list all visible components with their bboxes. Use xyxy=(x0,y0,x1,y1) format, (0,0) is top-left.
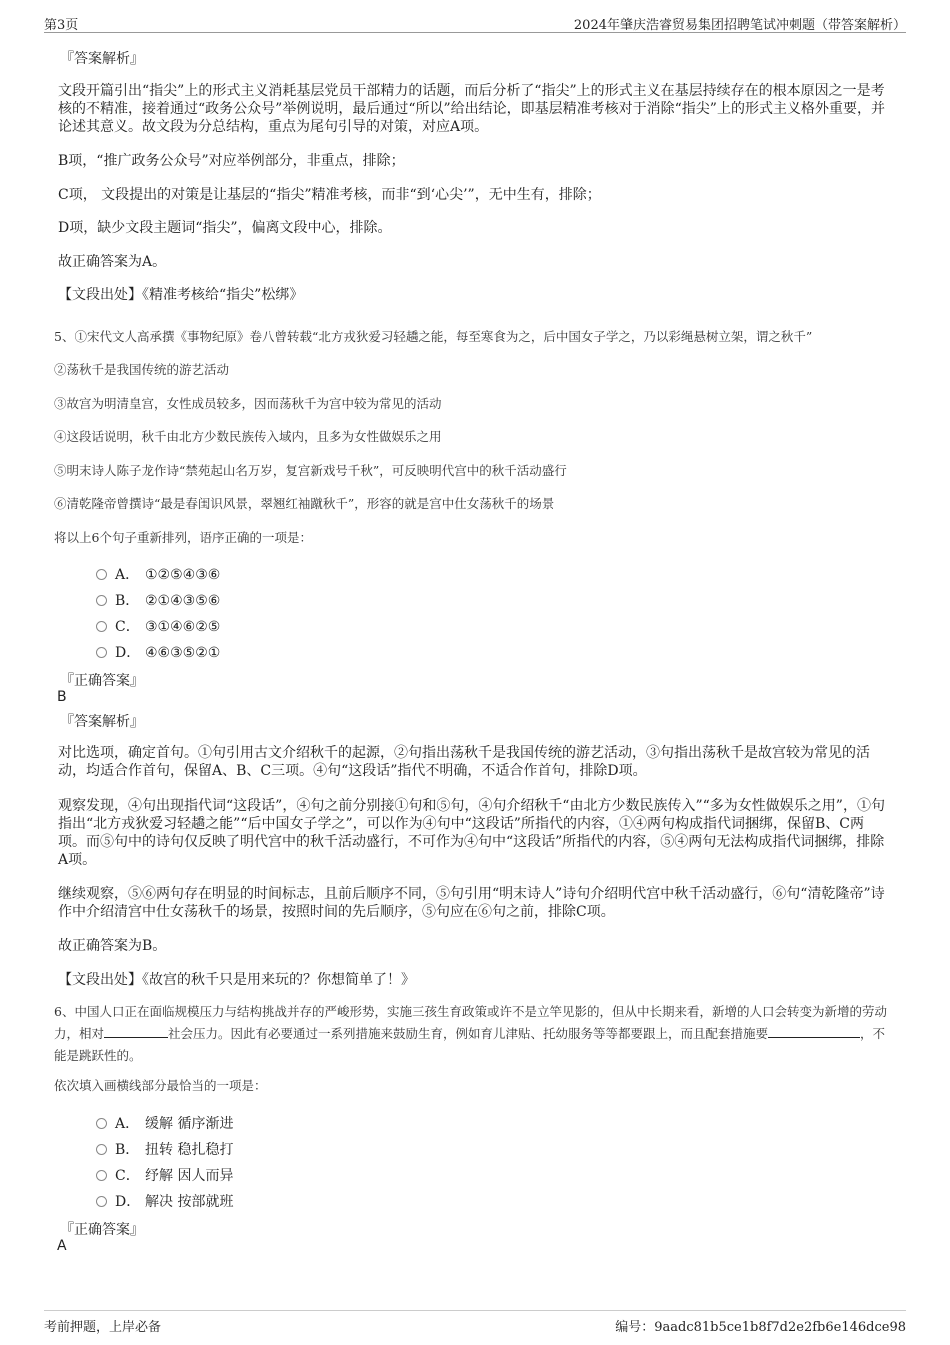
footer-slogan: 考前押题，上岸必备 xyxy=(44,1320,162,1335)
radio-icon[interactable] xyxy=(96,595,107,606)
radio-icon[interactable] xyxy=(96,1170,107,1181)
fill-blank-2 xyxy=(768,1025,860,1038)
q5-source: 【文段出处】《故宫的秋千只是用来玩的？你想简单了！》 xyxy=(58,972,415,988)
radio-icon[interactable] xyxy=(96,647,107,658)
q6-prompt: 依次填入画横线部分最恰当的一项是： xyxy=(54,1078,267,1093)
option-letter: A． xyxy=(115,1116,140,1132)
q6-option-c[interactable] xyxy=(96,1165,233,1185)
q4-analysis-label: 『答案解析』 xyxy=(60,51,144,67)
option-text: 纾解 因人而异 xyxy=(145,1168,234,1184)
radio-icon[interactable] xyxy=(96,1144,107,1155)
radio-icon[interactable] xyxy=(96,621,107,632)
q5-analysis-label: 『答案解析』 xyxy=(60,714,144,730)
q6-option-d[interactable] xyxy=(96,1191,233,1211)
document-id: 编号：9aadc81b5ce1b8f7d2e2fb6e146dce98 xyxy=(615,1320,906,1335)
q5-prompt: 将以上6个句子重新排列，语序正确的一项是： xyxy=(54,530,312,545)
q6-stem-part-2: 社会压力。因此有必要通过一系列措施来鼓励生育，例如育儿津贴、托幼服务等等都要跟上，而且配套措施要 xyxy=(168,1026,769,1041)
q5-sentence-6: ⑥清乾隆帝曾撰诗“最是春闺识风景，翠翘红袖蹴秋千”，形容的就是宫中仕女荡秋千的场景 xyxy=(54,496,555,511)
option-text: 缓解 循序渐进 xyxy=(145,1116,234,1132)
page-header xyxy=(44,12,906,33)
q5-analysis-p2: 观察发现，④句出现指代词“这段话”，④句之前分别接①句和⑤句，④句介绍秋千“由北方少数民族传入”“多为女性做娱乐之用”，①句指出“北方戎狄爱习轻趫之能”“后中国女子学之”，可以作为④句中“这段话”所指代的内容，①④两句构成指代词捆绑，保留B、C两项。而⑤句中的诗句仅反映了明代宫中的秋千活动盛行，不可作为④句中“这段话”所指代的内容，⑤④两句无法构成指代词捆绑，排除A项。 xyxy=(58,798,885,868)
q6-option-a[interactable] xyxy=(96,1113,233,1133)
q6-stem-part-3: ，不能是跳跃性的。 xyxy=(54,1026,886,1063)
option-letter: C． xyxy=(115,1168,140,1184)
option-letter: B． xyxy=(115,593,140,609)
option-text: 解决 按部就班 xyxy=(145,1194,234,1210)
page-footer xyxy=(44,1310,906,1333)
q5-analysis-p4: 故正确答案为B。 xyxy=(58,938,167,954)
option-text: ④⑥③⑤②① xyxy=(145,645,221,661)
q4-analysis-p4: D项，缺少文段主题词“指尖”，偏离文段中心，排除。 xyxy=(58,220,392,236)
option-letter: D． xyxy=(115,645,141,661)
q5-sentence-5: ⑤明末诗人陈子龙作诗“禁苑起山名万岁，复宫新戏号千秋”，可反映明代宫中的秋千活动盛行 xyxy=(54,463,567,478)
option-text: ③①④⑥②⑤ xyxy=(145,619,221,635)
option-letter: A． xyxy=(115,567,140,583)
q5-option-a[interactable] xyxy=(96,564,220,584)
q4-analysis-p2: B项，“推广政务公众号”对应举例部分，非重点，排除； xyxy=(58,153,405,169)
radio-icon[interactable] xyxy=(96,1118,107,1129)
radio-icon[interactable] xyxy=(96,569,107,580)
q6-stem-part-1: 6、中国人口正在面临规模压力与结构挑战并存的严峻形势，实施三孩生育政策或许不是立竿见影的，但从中长期来看，新增的人口会转变为新增的劳动力，相对 xyxy=(54,1004,887,1041)
q5-stem: 5、①宋代文人高承撰《事物纪原》卷八曾转载“北方戎狄爱习轻趫之能，每至寒食为之，后中国女子学之，乃以彩绳悬树立架，谓之秋千” xyxy=(54,329,813,344)
fill-blank-1 xyxy=(104,1025,168,1038)
radio-icon[interactable] xyxy=(96,1196,107,1207)
q5-analysis-p3: 继续观察，⑤⑥两句存在明显的时间标志，且前后顺序不同，⑤句引用“明末诗人”诗句介绍明代宫中秋千活动盛行，⑥句“清乾隆帝”诗作中介绍清宫中仕女荡秋千的场景，按照时间的先后顺序，⑤句应在⑥句之前，排除C项。 xyxy=(58,886,885,920)
q4-analysis-p5: 故正确答案为A。 xyxy=(58,254,167,270)
option-text: ①②⑤④③⑥ xyxy=(145,567,221,583)
document-title: 2024年肇庆浩睿贸易集团招聘笔试冲刺题（带答案解析） xyxy=(573,18,906,33)
q4-analysis-p3: C项， 文段提出的对策是让基层的“指尖”精准考核，而非“到‘心尖’”，无中生有，排除； xyxy=(58,187,601,203)
option-letter: D． xyxy=(115,1194,141,1210)
q5-sentence-3: ③故宫为明清皇宫，女性成员较多，因而荡秋千为宫中较为常见的活动 xyxy=(54,396,442,411)
q5-analysis-p1: 对比选项，确定首句。①句引用古文介绍秋千的起源，②句指出荡秋千是我国传统的游艺活动，③句指出荡秋千是故宫较为常见的活动，均适合作首句，保留A、B、C三项。④句“这段话”指代不明确，不适合作首句，排除D项。 xyxy=(58,745,870,779)
option-letter: B． xyxy=(115,1142,140,1158)
q5-sentence-4: ④这段话说明，秋千由北方少数民族传入域内，且多为女性做娱乐之用 xyxy=(54,429,442,444)
option-text: ②①④③⑤⑥ xyxy=(145,593,221,609)
q4-source: 【文段出处】《精准考核给“指尖”松绑》 xyxy=(58,287,304,303)
option-letter: C． xyxy=(115,619,140,635)
q4-analysis-p1: 文段开篇引出“指尖”上的形式主义消耗基层党员干部精力的话题，而后分析了“指尖”上的形式主义在基层持续存在的根本原因之一是考核的不精准，接着通过“政务公众号”举例说明，最后通过“所以”给出结论，即基层精准考核对于消除“指尖”上的形式主义格外重要，并论述其意义。故文段为分总结构，重点为尾句引导的对策，对应A项。 xyxy=(58,83,885,135)
q6-option-b[interactable] xyxy=(96,1139,233,1159)
q5-option-b[interactable] xyxy=(96,590,220,610)
q5-option-d[interactable] xyxy=(96,642,220,662)
option-text: 扭转 稳扎稳打 xyxy=(145,1142,234,1158)
q6-answer-label: 『正确答案』 xyxy=(60,1222,144,1238)
q5-answer: B xyxy=(57,689,67,705)
page-number: 第3页 xyxy=(44,18,79,33)
q6-stem xyxy=(54,1001,894,1067)
q5-option-c[interactable] xyxy=(96,616,220,636)
q5-sentence-2: ②荡秋千是我国传统的游艺活动 xyxy=(54,362,230,377)
q6-answer: A xyxy=(57,1238,67,1254)
q5-answer-label: 『正确答案』 xyxy=(60,673,144,689)
